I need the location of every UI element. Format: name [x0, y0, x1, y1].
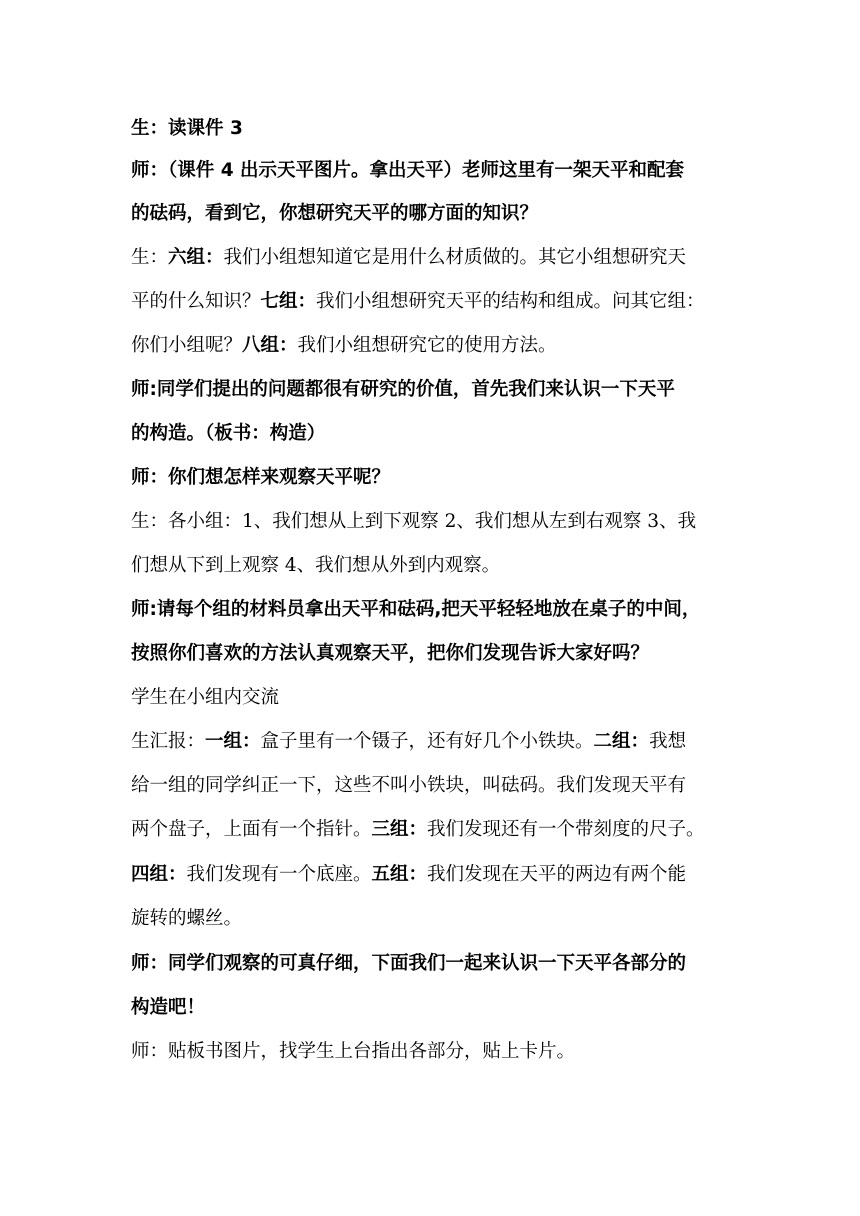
text-line: [131, 377, 741, 403]
bold-segment: 七组：: [260, 291, 317, 312]
text-segment: 你们小组呢？: [131, 335, 243, 356]
bold-segment: 三组：: [371, 819, 428, 840]
text-segment: 我们小组想知道它是用什么材质做的。其它小组想研究天: [223, 247, 687, 268]
bold-segment: 师：（课件 4 出示天平图片。拿出天平）老师这里有一架天平和配套: [131, 160, 685, 181]
text-line: [131, 729, 741, 755]
text-line: [131, 116, 741, 142]
text-line: [131, 906, 741, 932]
bold-segment: 构造吧！: [131, 997, 206, 1018]
text-line: [131, 995, 741, 1021]
text-line: [131, 597, 741, 623]
text-line: [131, 951, 741, 977]
text-segment: 我们小组想研究它的使用方法。: [297, 335, 557, 356]
text-segment: 学生在小组内交流: [131, 687, 280, 708]
text-line: [131, 862, 741, 888]
text-line: [131, 158, 741, 184]
text-segment: 我们发现在天平的两边有两个能: [427, 864, 687, 885]
text-line: [131, 685, 741, 711]
bold-segment: 生：读课件 3: [131, 118, 243, 139]
text-line: [131, 333, 741, 359]
text-line: [131, 465, 741, 491]
bold-segment: 师:同学们提出的问题都很有研究的价值，首先我们来认识一下天平: [131, 379, 675, 400]
text-segment: 师：贴板书图片，找学生上台指出各部分，贴上卡片。: [131, 1041, 576, 1062]
text-segment: 我想: [649, 731, 687, 752]
bold-segment: 师：你们想怎样来观察天平呢？: [131, 467, 391, 488]
text-segment: 平的什么知识？: [131, 291, 261, 312]
text-segment: 给一组的同学纠正一下，这些不叫小铁块，叫砝码。我们发现天平有: [131, 775, 687, 796]
bold-segment: 四组：: [131, 864, 187, 885]
bold-segment: 师:请每个组的材料员拿出天平和砝码,把天平轻轻地放在桌子的中间，: [131, 599, 701, 620]
text-segment: 们想从下到上观察 4、我们想从外到内观察。: [131, 555, 501, 576]
bold-segment: 二组：: [593, 731, 650, 752]
text-segment: 我们发现还有一个带刻度的尺子。: [427, 819, 705, 840]
text-segment: 我们小组想研究天平的结构和组成。问其它组：: [316, 291, 705, 312]
bold-segment: 的砝码，看到它，你想研究天平的哪方面的知识？: [131, 203, 539, 224]
bold-segment: 一组：: [205, 731, 261, 752]
text-line: [131, 553, 741, 579]
text-line: [131, 245, 741, 271]
bold-segment: 八组：: [242, 335, 298, 356]
text-line: [131, 817, 741, 843]
text-line: [131, 1039, 741, 1065]
text-segment: 我们发现有一个底座。: [186, 864, 372, 885]
text-segment: 生：各小组：1、我们想从上到下观察 2、我们想从左到右观察 3、我: [131, 511, 697, 532]
text-line: [131, 509, 741, 535]
text-segment: 旋转的螺丝。: [131, 908, 243, 929]
text-segment: 两个盘子，上面有一个指针。: [131, 819, 372, 840]
text-segment: 生汇报：: [131, 731, 206, 752]
bold-segment: 按照你们喜欢的方法认真观察天平，把你们发现告诉大家好吗？: [131, 643, 650, 664]
bold-segment: 五组：: [371, 864, 428, 885]
text-segment: 生：: [131, 247, 169, 268]
text-line: [131, 421, 741, 447]
text-line: [131, 201, 741, 227]
text-line: [131, 773, 741, 799]
bold-segment: 师：同学们观察的可真仔细，下面我们一起来认识一下天平各部分的: [131, 953, 687, 974]
text-segment: 盒子里有一个镊子，还有好几个小铁块。: [260, 731, 594, 752]
bold-segment: 的构造。（板书：构造）: [131, 423, 326, 444]
text-line: [131, 641, 741, 667]
bold-segment: 六组：: [168, 247, 224, 268]
text-line: [131, 289, 741, 315]
